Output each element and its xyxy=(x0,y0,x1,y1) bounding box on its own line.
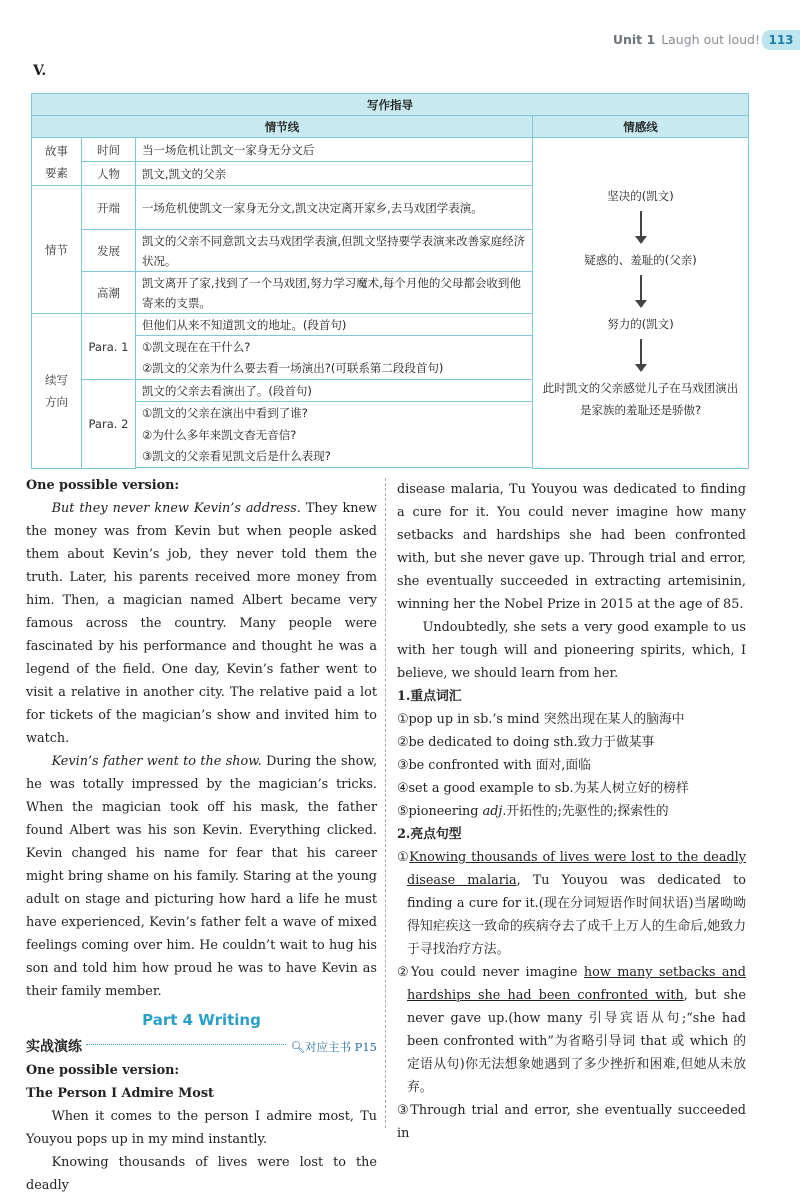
vocab-item-1: ①pop up in sb.’s mind 突然出现在某人的脑海中 xyxy=(397,712,685,727)
para1-question-2: ②凯文的父亲为什么要去看一场演出?(可联系第二段段首句) xyxy=(135,358,532,380)
plot-label: 情节 xyxy=(32,186,82,314)
right-column xyxy=(397,478,746,1145)
emotion-4: 此时凯文的父亲感觉儿子在马戏团演出是家族的羞耻还是骄傲? xyxy=(542,381,739,417)
possible-version-label-2: One possible version: xyxy=(26,1063,180,1078)
left-column xyxy=(26,474,377,1197)
sentence-item-1: ①Knowing thousands of lives were lost to the deadly disease malaria, Tu Youyou was dedicated to finding a cure for it.(现在分词短语作时间状语)当屠呦呦得知疟疾这一致命的疾病夺去了成千上万人的生命后,她致力于寻找治疗方法。 xyxy=(397,850,746,957)
vocab-item-3: ③be confronted with 面对,面临 xyxy=(397,758,591,773)
emotion-1: 坚决的(凯文) xyxy=(607,189,674,203)
vocab-item-2: ②be dedicated to doing sth.致力于做某事 xyxy=(397,735,655,750)
practice-heading xyxy=(26,1036,377,1059)
essay-paragraph-2-cont: disease malaria, Tu Youyou was dedicated to finding a cure for it. You could never imagine how many setbacks and hardships she had been confronted with, but she never gave up. Through trial and error, she eventually succeeded in extracting artemisinin, winning her the Nobel Prize in 2015 at the age of 85. xyxy=(397,482,746,612)
part4-heading: Part 4 Writing xyxy=(142,1011,261,1029)
sentence-item-2: ②You could never imagine how many setbacks and hardships she had been confronted with, but she never gave up.(how many 引导宾语从句;“she had been confronted with”为省略引导词 that 或 which 的定语从句)你无法想象她遇到了多少挫折和困难,但她从未放弃。 xyxy=(397,965,746,1095)
column-divider xyxy=(385,478,386,1128)
continuation-paragraph-2: Kevin’s father went to the show. During the show, he was totally impressed by the magician’s tricks. When the magician took off his mask, the father found Albert was his son Kevin. Everything clicked. Kevin changed his name for fear that his career might bring shame on his family. Staring at the young adult on stage and picturing how hard a life he must have experienced, Kevin’s father felt a wave of mixed feelings coming over him. He couldn’t wait to hug his son and told him how proud he was to have Kevin as their family member. xyxy=(26,754,378,999)
time-text: 当一场危机让凯文一家身无分文后 xyxy=(135,138,532,162)
search-icon: 🔍︎ xyxy=(290,1040,305,1054)
start-label: 开端 xyxy=(81,186,135,230)
para2-question-1: ①凯文的父亲在演出中看到了谁? xyxy=(135,402,532,424)
develop-text: 凯文的父亲不同意凯文去马戏团学表演,但凯文坚持要学表演来改善家庭经济状况。 xyxy=(135,230,532,272)
writing-guide-table xyxy=(31,93,749,469)
page-number: 113 xyxy=(762,30,800,50)
start-text: 一场危机使凯文一家身无分文,凯文决定离开家乡,去马戏团学表演。 xyxy=(135,186,532,230)
emotion-line xyxy=(533,138,749,469)
climax-label: 高潮 xyxy=(81,272,135,314)
section-label: V. xyxy=(33,63,47,79)
continuation-paragraph-1: But they never knew Kevin’s address. They knew the money was from Kevin but when people asked them about Kevin’s job, they never told them the truth. Later, his parents received more money from him. Then, a magician named Albert became very famous across the country. Many people were fascinated by his performance and thought he was a legend of the field. One day, Kevin’s father went to visit a relative in another city. The relative paid a lot for tickets of the magician’s show and invited him to watch. xyxy=(26,501,377,746)
para1-question-1: ①凯文现在在干什么? xyxy=(135,336,532,358)
para2-question-3: ③凯文的父亲看见凯文后是什么表现? xyxy=(135,446,532,468)
people-label: 人物 xyxy=(81,162,135,186)
story-elements-label: 故事要素 xyxy=(32,138,82,186)
down-arrow-icon xyxy=(640,275,642,301)
plot-line-header: 情节线 xyxy=(32,116,533,138)
emotion-3: 努力的(凯文) xyxy=(607,317,674,331)
para1-first-sentence: 但他们从来不知道凯文的地址。(段首句) xyxy=(135,314,532,336)
essay-paragraph-2-start: Knowing thousands of lives were lost to the deadly xyxy=(26,1155,377,1193)
essay-paragraph-1: When it comes to the person I admire most, Tu Youyou pops up in my mind instantly. xyxy=(26,1109,377,1147)
develop-label: 发展 xyxy=(81,230,135,272)
practice-reference: 🔍︎对应主书 P15 xyxy=(290,1040,377,1054)
time-label: 时间 xyxy=(81,138,135,162)
down-arrow-icon xyxy=(640,211,642,237)
sentence-item-3: ③Through trial and error, she eventually succeeded in xyxy=(397,1103,746,1141)
essay-title: The Person I Admire Most xyxy=(26,1086,214,1101)
guide-title: 写作指导 xyxy=(32,94,749,116)
vocab-heading: 1.重点词汇 xyxy=(397,689,462,704)
vocab-item-4: ④set a good example to sb.为某人树立好的榜样 xyxy=(397,781,689,796)
possible-version-label: One possible version: xyxy=(26,478,180,493)
essay-paragraph-3: Undoubtedly, she sets a very good example to us with her tough will and pioneering spirits, which, I believe, we should learn from her. xyxy=(397,620,746,681)
continue-label: 续写方向 xyxy=(32,314,82,469)
emotion-line-header: 情感线 xyxy=(533,116,749,138)
emotion-2: 疑惑的、羞耻的(父亲) xyxy=(584,253,697,267)
people-text: 凯文,凯文的父亲 xyxy=(135,162,532,186)
unit-label: Unit 1 Laugh out loud! xyxy=(612,32,760,47)
para2-label: Para. 2 xyxy=(81,380,135,469)
para1-label: Para. 1 xyxy=(81,314,135,380)
climax-text: 凯文离开了家,找到了一个马戏团,努力学习魔术,每个月他的父母都会收到他寄来的支票。 xyxy=(135,272,532,314)
vocab-item-5: ⑤pioneering adj.开拓性的;先驱性的;探索性的 xyxy=(397,804,669,819)
down-arrow-icon xyxy=(640,339,642,365)
sentence-heading: 2.亮点句型 xyxy=(397,827,462,842)
para2-first-sentence: 凯文的父亲去看演出了。(段首句) xyxy=(135,380,532,402)
practice-title: 实战演练 xyxy=(26,1039,82,1055)
para2-question-2: ②为什么多年来凯文杳无音信? xyxy=(135,424,532,446)
